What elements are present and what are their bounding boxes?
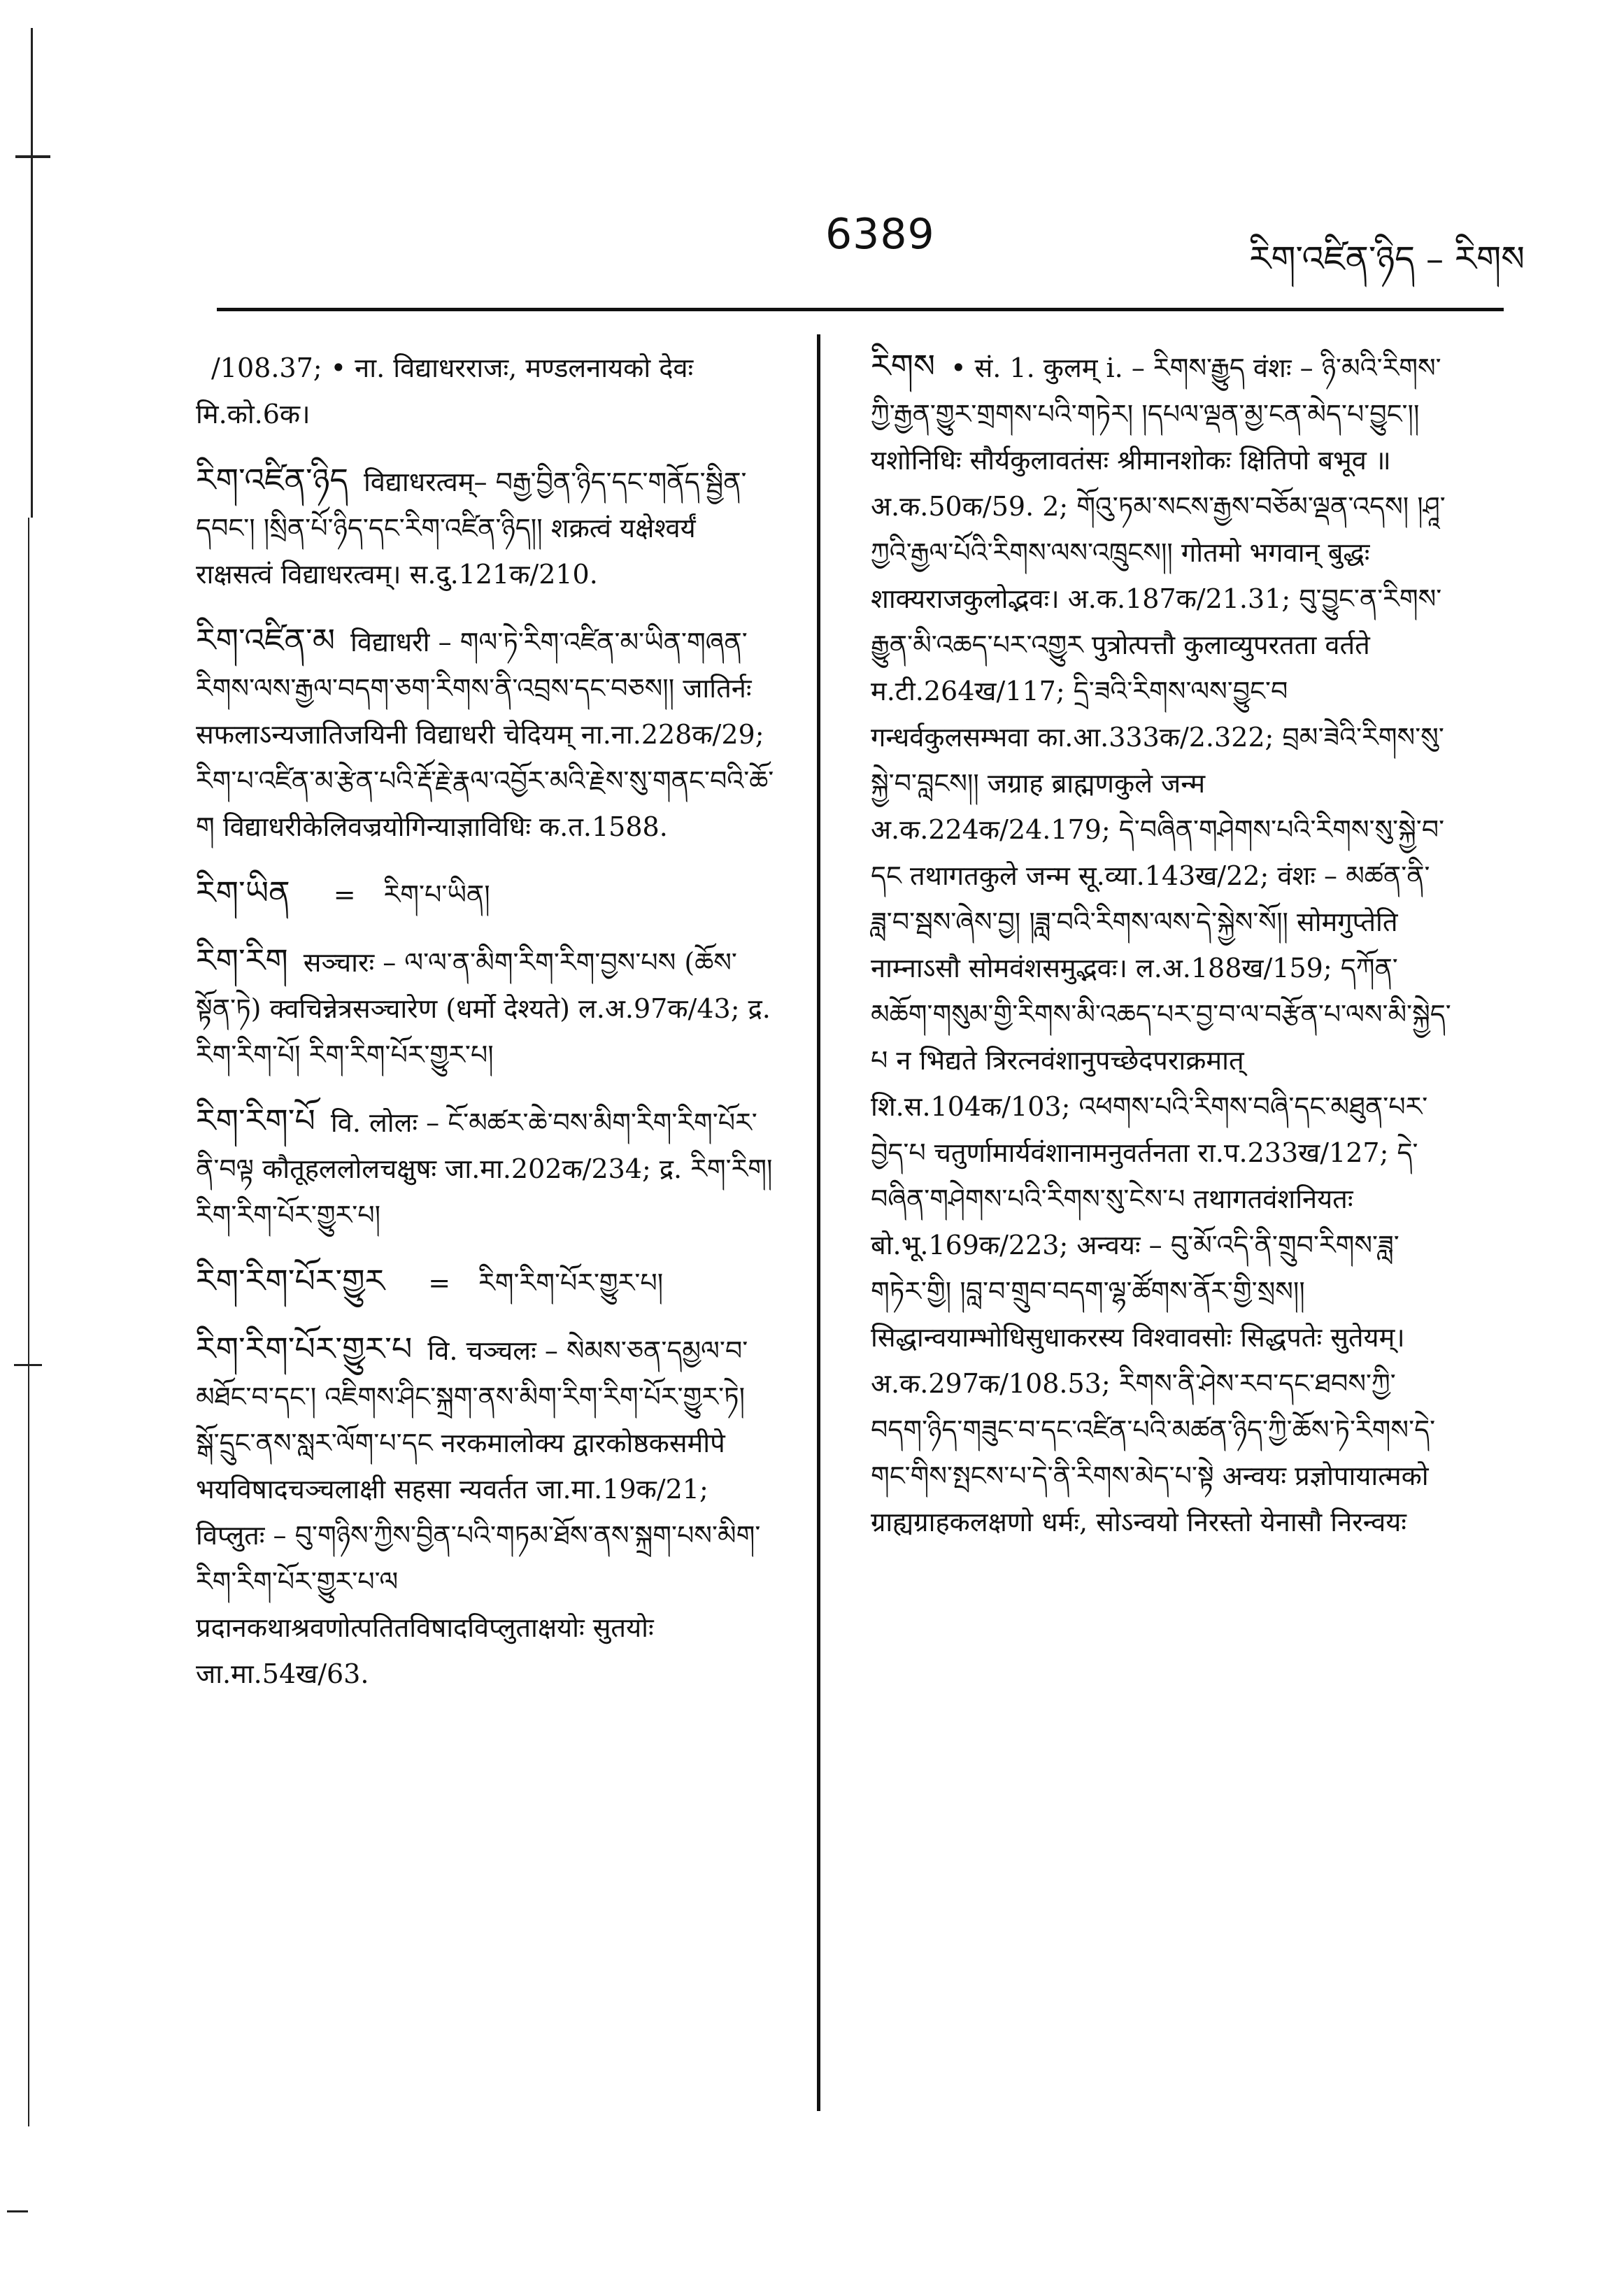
dictionary-entry bbox=[196, 937, 776, 1078]
entry-definition: सञ्चारः – ལ་ལ་ན་མིག་རིག་རིག་བྱས་པས (ཆོས་སྟོན་ཏེ) क्वचिन्नेत्रसञ्चारेण (धर्मो देश्यते) ल.अ.97क/43; द्र. རིག་རིག་པོ། རིག་རིག་པོར་གྱུར་པ། bbox=[196, 947, 771, 1070]
entry-definition: वि. लोलः – ངོ་མཚར་ཆེ་བས་མིག་རིག་རིག་པོར་ནི་བལྟ कौतूहललोलचक्षुषः जा.मा.202क/234; द्र. རིག་རིག། རིག་རིག་པོར་གྱུར་པ། bbox=[196, 1107, 773, 1230]
right-column bbox=[871, 343, 1451, 1565]
entry-headword: རིག་རིག་པོ bbox=[196, 1102, 315, 1139]
equals-sign: = bbox=[333, 879, 356, 910]
entry-headword: རིག་འཛིན་མ bbox=[196, 621, 335, 659]
entry-headword: རིག་ཡིན bbox=[196, 874, 290, 911]
column-divider bbox=[817, 334, 820, 2111]
entry-definition: वि. चञ्चलः – སེམས་ཅན་དམྱལ་བ་མཐོང་བ་དང་། འཇིགས་ཤིང་སྐྲག་ནས་མིག་རིག་རིག་པོར་གྱུར་ཏེ། སྒོ་དྲུང་ནས་སླར་ལོག་པ་དང नरकमालोक्य द्वारकोष्ठकसमीपे भयविषादचञ्चलाक्षी सहसा न्यवर्तत जा.मा.19क/21; विप्लुतः – བུ་གཉིས་ཀྱིས་བྱིན་པའི་གཏམ་ཐོས་ནས་སྐྲག་པས་མིག་རིག་རིག་པོར་གྱུར་པ་ལ प्रदानकथाश्रवणोत्पतितविषादविप्लुताक्षयोः सुतयोः जा.मा.54ख/63. bbox=[196, 1335, 761, 1689]
dictionary-entry bbox=[196, 617, 776, 850]
left-column bbox=[196, 343, 776, 1717]
entry-definition: विद्याधरी – གལ་ཏེ་རིག་འཛིན་མ་ཡིན་གཞན་རིགས་ལས་རྒྱལ་བདག་ཅག་རིགས་ནི་འབྲས་དང་བཅས།། जातिर्नः सफलाऽन्यजातिजयिनी विद्याधरी चेदियम् ना.ना.228क/29; རིག་པ་འཛིན་མ་རྩེན་པའི་རྡོ་རྗེ་རྣལ་འབྱོར་མའི་རྗེས་སུ་གནང་བའི་ཆོ་ག विद्याधरीकेलिवज्रयोगिन्याज्ञाविधिः क.त.1588. bbox=[196, 627, 774, 842]
entry-headword: རིག་རིག་པོར་གྱུར bbox=[196, 1262, 385, 1300]
entry-headword: རིག་རིག་པོར་གྱུར་པ bbox=[196, 1330, 413, 1367]
scan-margin-line-lower bbox=[28, 518, 29, 2126]
equals-sign: = bbox=[428, 1267, 451, 1298]
entry-definition: विद्याधरत्वम्– བརྒྱ་བྱིན་ཉིད་དང་གནོད་སྦྱིན་དབང་། །སྲིན་པོ་ཉིད་དང་རིག་འཛིན་ཉིད།། शक्रत्वं यक्षेश्वर्यं राक्षसत्वं विद्याधरत्वम्। स.दु.121क/210. bbox=[196, 467, 747, 590]
dictionary-entry bbox=[196, 457, 776, 597]
running-head: རིག་འཛིན་ཉིད – རིགས bbox=[1249, 239, 1525, 279]
scan-margin-tick bbox=[15, 155, 50, 158]
dictionary-entry bbox=[196, 1258, 776, 1306]
entry-headword: རིགས bbox=[871, 347, 936, 385]
dictionary-entry bbox=[196, 343, 776, 437]
entry-definition: /108.37; • ना. विद्याधरराजः, मण्डलनायको देवः मि.को.6क। bbox=[196, 353, 694, 429]
scan-margin-line bbox=[31, 28, 33, 518]
dictionary-entry bbox=[196, 869, 776, 918]
dictionary-entry bbox=[871, 343, 1451, 1545]
entry-definition: • सं. 1. कुलम् i. – རིགས་རྒྱུད वंशः – ཉི་མའི་རིགས་ཀྱི་རྒྱན་གྱུར་གྲགས་པའི་གཏེར། །དཔལ་ལྡན་མྱ་ངན་མེད་པ་བྱུང་།། यशोनिधिः सौर्यकुलावतंसः श्रीमानशोकः क्षितिपो बभूव ॥ अ.क.50क/59. 2; གོའུ་ཏམ་སངས་རྒྱས་བཅོམ་ལྡན་འདས། །ཤཱ་ཀྱའི་རྒྱལ་པོའི་རིགས་ལས་འཁྲུངས།། गोतमो भगवान् बुद्धः शाक्यराजकुलोद्भवः। अ.क.187क/21.31; བུ་བྱུང་ན་རིགས་རྒྱུན་མི་འཆད་པར་འགྱུར पुत्रोत्पत्तौ कुलाव्युपरतता वर्तते म.टी.264ख/117; དྲི་ཟའི་རིགས་ལས་བྱུང་བ गन्धर्वकुलसम्भवा का.आ.333क/2.322; བྲམ་ཟེའི་རིགས་སུ་སྐྱེ་བ་བླངས།། जग्राह ब्राह्मणकुले जन्म अ.क.224क/24.179; དེ་བཞིན་གཤེགས་པའི་རིགས་སུ་སྐྱེ་བ་དང तथागतकुले जन्म सू.व्या.143ख/22; वंशः – མཚན་ནི་ཟླ་བ་སྦས་ཞེས་བྱ། །ཟླ་བའི་རིགས་ལས་དེ་སྐྱེས་སོ།། सोमगुप्तेति नाम्नाऽसौ सोमवंशसमुद्भवः। ल.अ.188ख/159; དཀོན་མཆོག་གསུམ་གྱི་རིགས་མི་འཆད་པར་བྱ་བ་ལ་བརྩོན་པ་ལས་མི་སྐྱེད་པ न भिद्यते त्रिरत्नवंशानुपच्छेदपराक्रमात् शि.स.104क/103; འཕགས་པའི་རིགས་བཞི་དང་མཐུན་པར་བྱེད་པ चतुर्णामार्यवंशानामनुवर्तनता रा.प.233ख/127; དེ་བཞིན་གཤེགས་པའི་རིགས་སུ་ངེས་པ तथागतवंशनियतः बो.भू.169क/223; अन्वयः – བུ་མོ་འདི་ནི་གྲུབ་རིགས་ཟླ་གཏེར་གྱི། །བླ་བ་གྲུབ་བདག་ལྷ་ཚོགས་ནོར་གྱི་སྲས།། सिद्धान्वयाम्भोधिसुधाकरस्य विश्वावसोः सिद्धपतेः सुतेयम्। अ.क.297क/108.53; རིགས་ནི་ཤེས་རབ་དང་ཐབས་ཀྱི་བདག་ཉིད་གཟུང་བ་དང་འཛིན་པའི་མཚན་ཉིད་ཀྱི་ཆོས་ཏེ་རིགས་དེ་གང་གིས་སྤངས་པ་དེ་ནི་རིགས་མེད་པ་སྟེ अन्वयः प्रज्ञोपायात्मको ग्राह्यग्राहकलक्षणो धर्मः, सोऽन्वयो निरस्तो येनासौ निरन्वयः bbox=[871, 353, 1451, 1537]
scan-margin-tick bbox=[14, 1364, 42, 1366]
entry-headword: རིག་འཛིན་ཉིད bbox=[196, 461, 348, 499]
page-number: 6389 bbox=[825, 210, 935, 259]
scan-margin-tick bbox=[7, 2210, 28, 2212]
header-rule bbox=[217, 308, 1504, 311]
entry-definition: རིག་རིག་པོར་གྱུར་པ། bbox=[478, 1267, 664, 1298]
entry-definition: རིག་པ་ཡིན། bbox=[383, 879, 490, 910]
entry-headword: རིག་རིག bbox=[196, 942, 288, 979]
dictionary-entry bbox=[196, 1326, 776, 1697]
dictionary-entry bbox=[196, 1097, 776, 1238]
